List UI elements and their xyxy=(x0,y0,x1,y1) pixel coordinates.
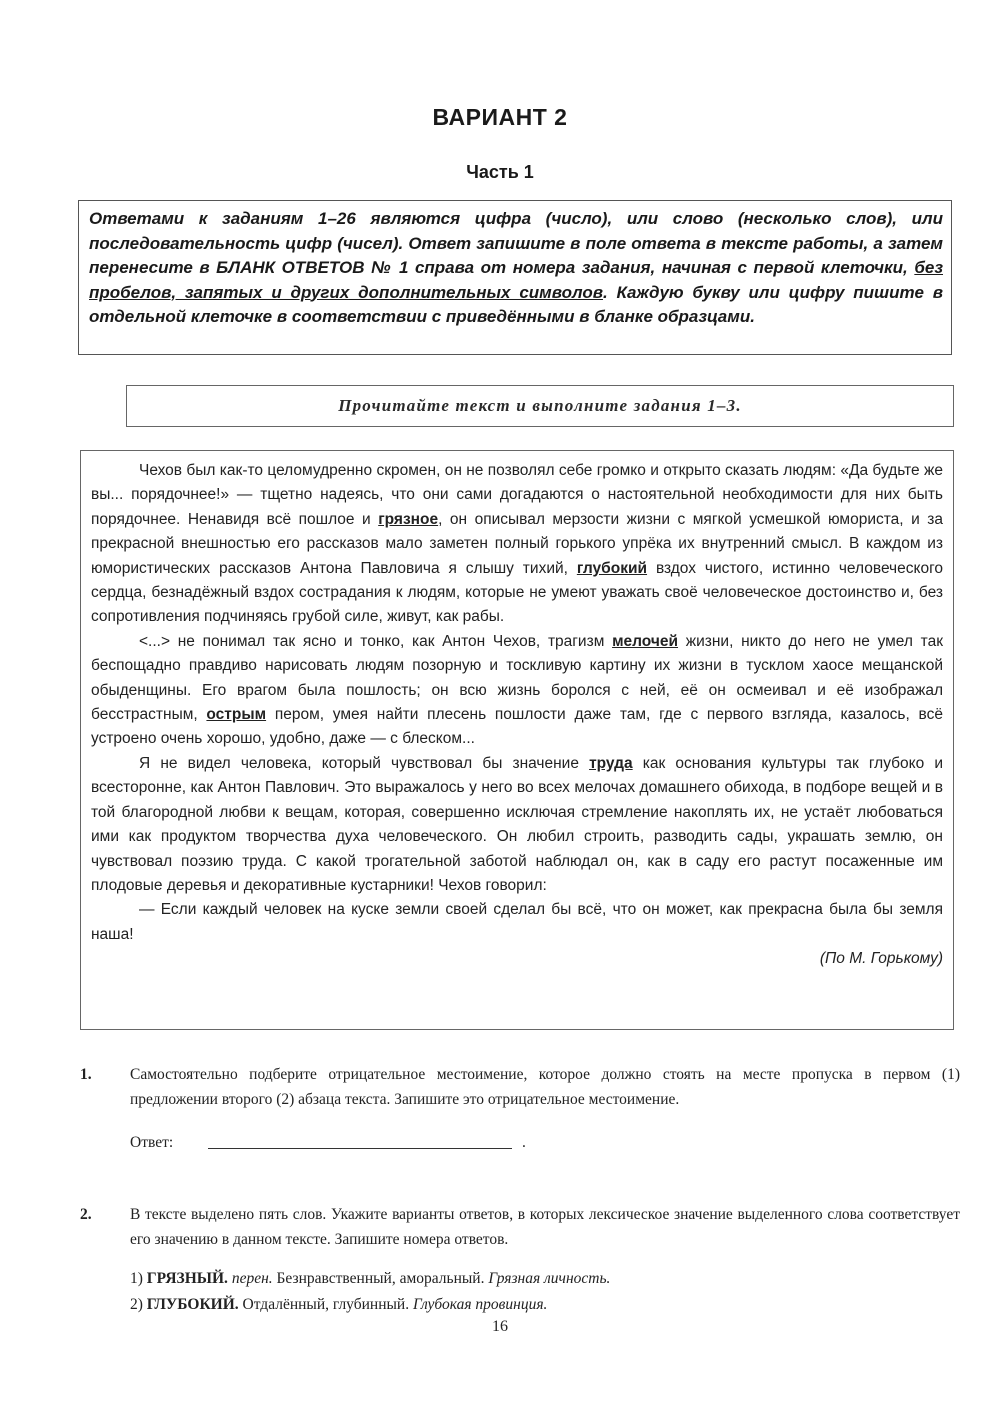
text-span: Я не видел человека, который чувствовал бы значение xyxy=(139,754,590,772)
text-span: вздох чистого, истинно человеческого сердца, безнадёжный вздох сострадания к людям, которые не умеют уважать своё человеческое достоинство и, без сопротивления подчиняясь грубой силе, живут, как рабы. xyxy=(91,559,944,626)
variant-title: ВАРИАНТ 2 xyxy=(432,104,568,130)
instructions-text-end: . Каждую букву или цифру пишите в отдельной клеточке в соответствии с приведёнными в бланке образцами. xyxy=(89,282,943,326)
option-mark: перен. xyxy=(231,1270,273,1287)
highlighted-word: глубокий xyxy=(576,559,648,577)
task-1 xyxy=(80,1062,960,1156)
options-list xyxy=(130,1266,960,1318)
text-span: <...> не понимал так ясно и тонко, как Антон Чехов, трагизм xyxy=(139,632,613,650)
option-number: 2) xyxy=(130,1296,143,1313)
text-source: (По М. Горькому) xyxy=(819,950,943,968)
task-text: Самостоятельно подберите отрицательное местоимение, которое должно стоять на месте пропуска в первом (1) предложении второго (2) абзаца текста. Запишите это отрицательное местоимение. xyxy=(130,1066,960,1108)
option-definition: Отдалённый, глубинный. xyxy=(242,1296,410,1313)
option-2 xyxy=(130,1292,960,1318)
highlighted-word: грязное xyxy=(378,510,439,528)
option-word: ГРЯЗНЫЙ. xyxy=(146,1270,228,1287)
instructions-underlined: без пробелов, запятых и других дополнительных символов xyxy=(89,258,943,302)
instructions-box xyxy=(78,200,952,355)
highlighted-word: мелочей xyxy=(612,632,679,650)
paragraph-2 xyxy=(91,630,943,752)
option-number: 1) xyxy=(130,1270,143,1287)
task-number: 1. xyxy=(80,1066,92,1083)
task-number: 2. xyxy=(80,1206,92,1223)
part-title: Часть 1 xyxy=(466,162,534,182)
option-example: Грязная личность. xyxy=(488,1270,611,1287)
highlighted-word: острым xyxy=(206,706,267,724)
text-span: пером, умея найти плесень пошлости даже там, где с первого взгляда, казалось, всё устроено очень хорошо, удобно, даже — с блеском... xyxy=(91,706,943,748)
option-definition: Безнравственный, аморальный. xyxy=(276,1270,485,1287)
answer-label: Ответ: xyxy=(130,1134,174,1151)
text-span: как основания культуры так глубоко и всесторонне, как Антон Павлович. Это выражалось у него во всех мелочах домашнего обихода, в подборе вещей и в той благородной любви к вещам, которая, совершенно исключая стремление накоплять их, не устаёт любоваться ими как продуктом творчества духа человеческого. Он любил строить, разводить сады, украшать землю, он чувствовал поэзию труда. С какой трогательной заботой наблюдал он, как в саду его растут посаженные им плодовые деревья и декоративные кустарники! Чехов говорил: xyxy=(91,754,943,894)
text-span: Чехов был как-то целомудренно скромен, он не позволял себе громко и открыто сказать людям: «Да будьте же вы... порядочнее!» — тщетно надеясь, что они сами догадаются о настоятельной необходимости для них быть порядочнее. Ненавидя всё пошлое и xyxy=(91,462,943,528)
option-example: Глубокая провинция. xyxy=(412,1296,548,1313)
option-1 xyxy=(130,1266,960,1292)
page-number: 16 xyxy=(492,1318,508,1335)
paragraph-3 xyxy=(91,752,943,898)
answer-end: . xyxy=(522,1134,526,1151)
answer-input-line[interactable] xyxy=(208,1148,512,1149)
task-2 xyxy=(80,1202,960,1318)
paragraph-4: — Если каждый человек на куске земли своей сделал бы всё, что он может, как прекрасна была бы земля наша! xyxy=(91,901,943,943)
text-span: , он описывал мерзости жизни с мягкой усмешкой юмориста, и за прекрасной внешностью его рассказов мало заметен полный горького упрёка их внутренний смысл. В каждом из юмористических рассказов Антона Павловича я слышу тихий, xyxy=(91,510,943,577)
text-span: жизни, никто до него не умел так беспощадно правдиво нарисовать людям позорную и тоскливую картину их жизни в тусклом хаосе мещанской обыденщины. Его врагом была пошлость; он всю жизнь боролся с ней, её он осмеивал и её изображал бесстрастным, xyxy=(91,632,943,724)
reading-text xyxy=(80,450,954,1030)
read-prompt: Прочитайте текст и выполните задания 1–3. xyxy=(126,385,954,427)
paragraph-1 xyxy=(91,459,943,630)
task-text: В тексте выделено пять слов. Укажите варианты ответов, в которых лексическое значение выделенного слова соответствует его значению в данном тексте. Запишите номера ответов. xyxy=(130,1206,960,1248)
answer-field xyxy=(130,1130,960,1156)
highlighted-word: труда xyxy=(589,754,633,772)
instructions-text: Ответами к заданиям 1–26 являются цифра (число), или слово (несколько слов), или последовательность цифр (чисел). Ответ запишите в поле ответа в тексте работы, а затем перенесите в БЛАНК ОТВЕТОВ № 1 справа от номера задания, начиная с первой клеточки, xyxy=(89,209,943,277)
option-word: ГЛУБОКИЙ. xyxy=(146,1296,239,1313)
